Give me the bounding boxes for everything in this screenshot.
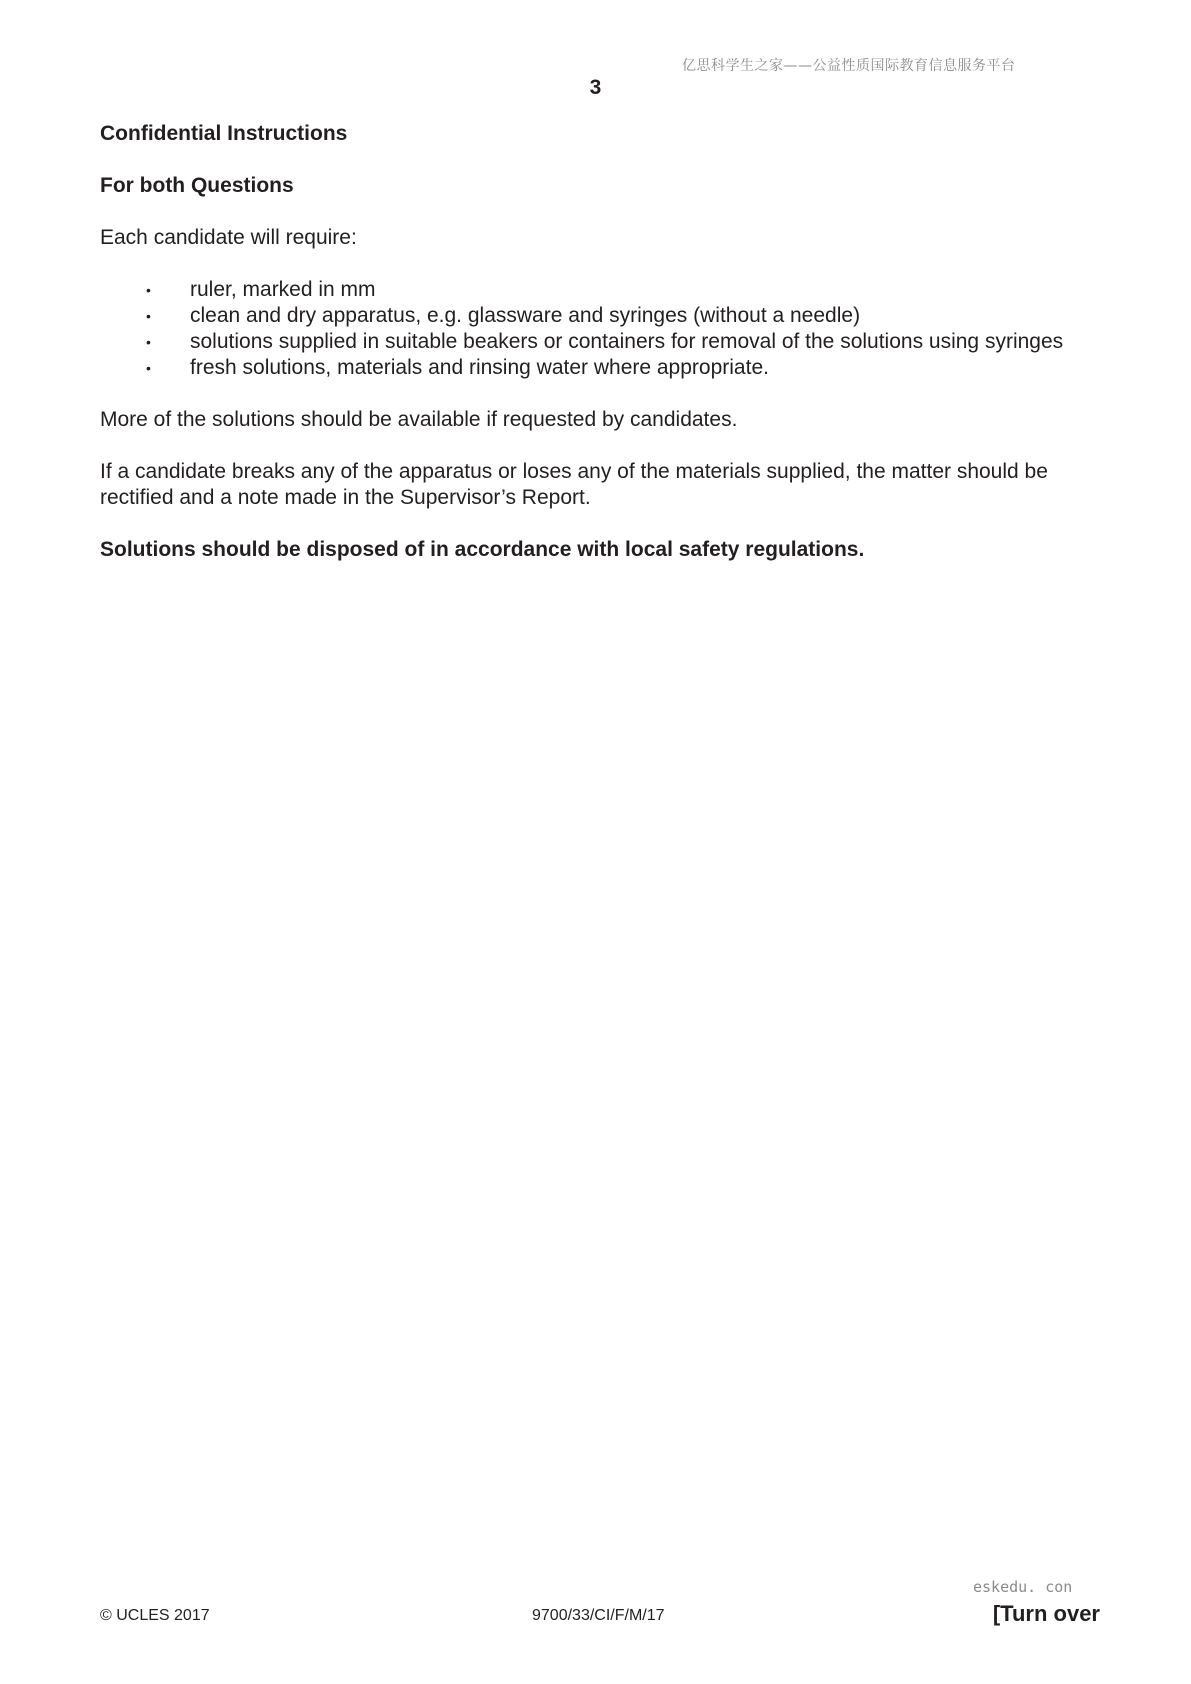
list-item-text: clean and dry apparatus, e.g. glassware and syringes (without a needle)	[190, 304, 861, 327]
breakage-note: If a candidate breaks any of the apparatus or loses any of the materials supplied, the matter should be rectified and a note made in the Supervisor’s Report.	[100, 460, 1048, 509]
list-item	[100, 355, 1100, 381]
intro-text: Each candidate will require:	[100, 226, 357, 249]
bullet-icon: •	[146, 360, 151, 376]
list-item	[100, 329, 1100, 355]
copyright: © UCLES 2017	[100, 1607, 210, 1624]
page-number: 3	[589, 76, 602, 99]
list-item-text: solutions supplied in suitable beakers or containers for removal of the solutions using syringes	[190, 330, 1064, 353]
requirements-list	[100, 277, 1100, 381]
footer-watermark: eskedu. con	[973, 1578, 1073, 1596]
document-body	[100, 121, 1100, 563]
disposal-note: Solutions should be disposed of in accordance with local safety regulations.	[100, 538, 865, 561]
turn-over-label: [Turn over	[992, 1601, 1100, 1626]
bullet-icon: •	[146, 282, 151, 298]
document-code: 9700/33/CI/F/M/17	[532, 1607, 665, 1624]
header-watermark: 亿思科学生之家——公益性质国际教育信息服务平台	[682, 58, 1016, 74]
availability-note: More of the solutions should be available if requested by candidates.	[100, 408, 738, 431]
list-item-text: ruler, marked in mm	[190, 278, 376, 301]
list-item-text: fresh solutions, materials and rinsing water where appropriate.	[190, 356, 769, 379]
bullet-icon: •	[146, 334, 151, 350]
document-title: Confidential Instructions	[100, 122, 348, 145]
list-item	[100, 303, 1100, 329]
list-item	[100, 277, 1100, 303]
section-heading: For both Questions	[100, 174, 294, 197]
bullet-icon: •	[146, 308, 151, 324]
